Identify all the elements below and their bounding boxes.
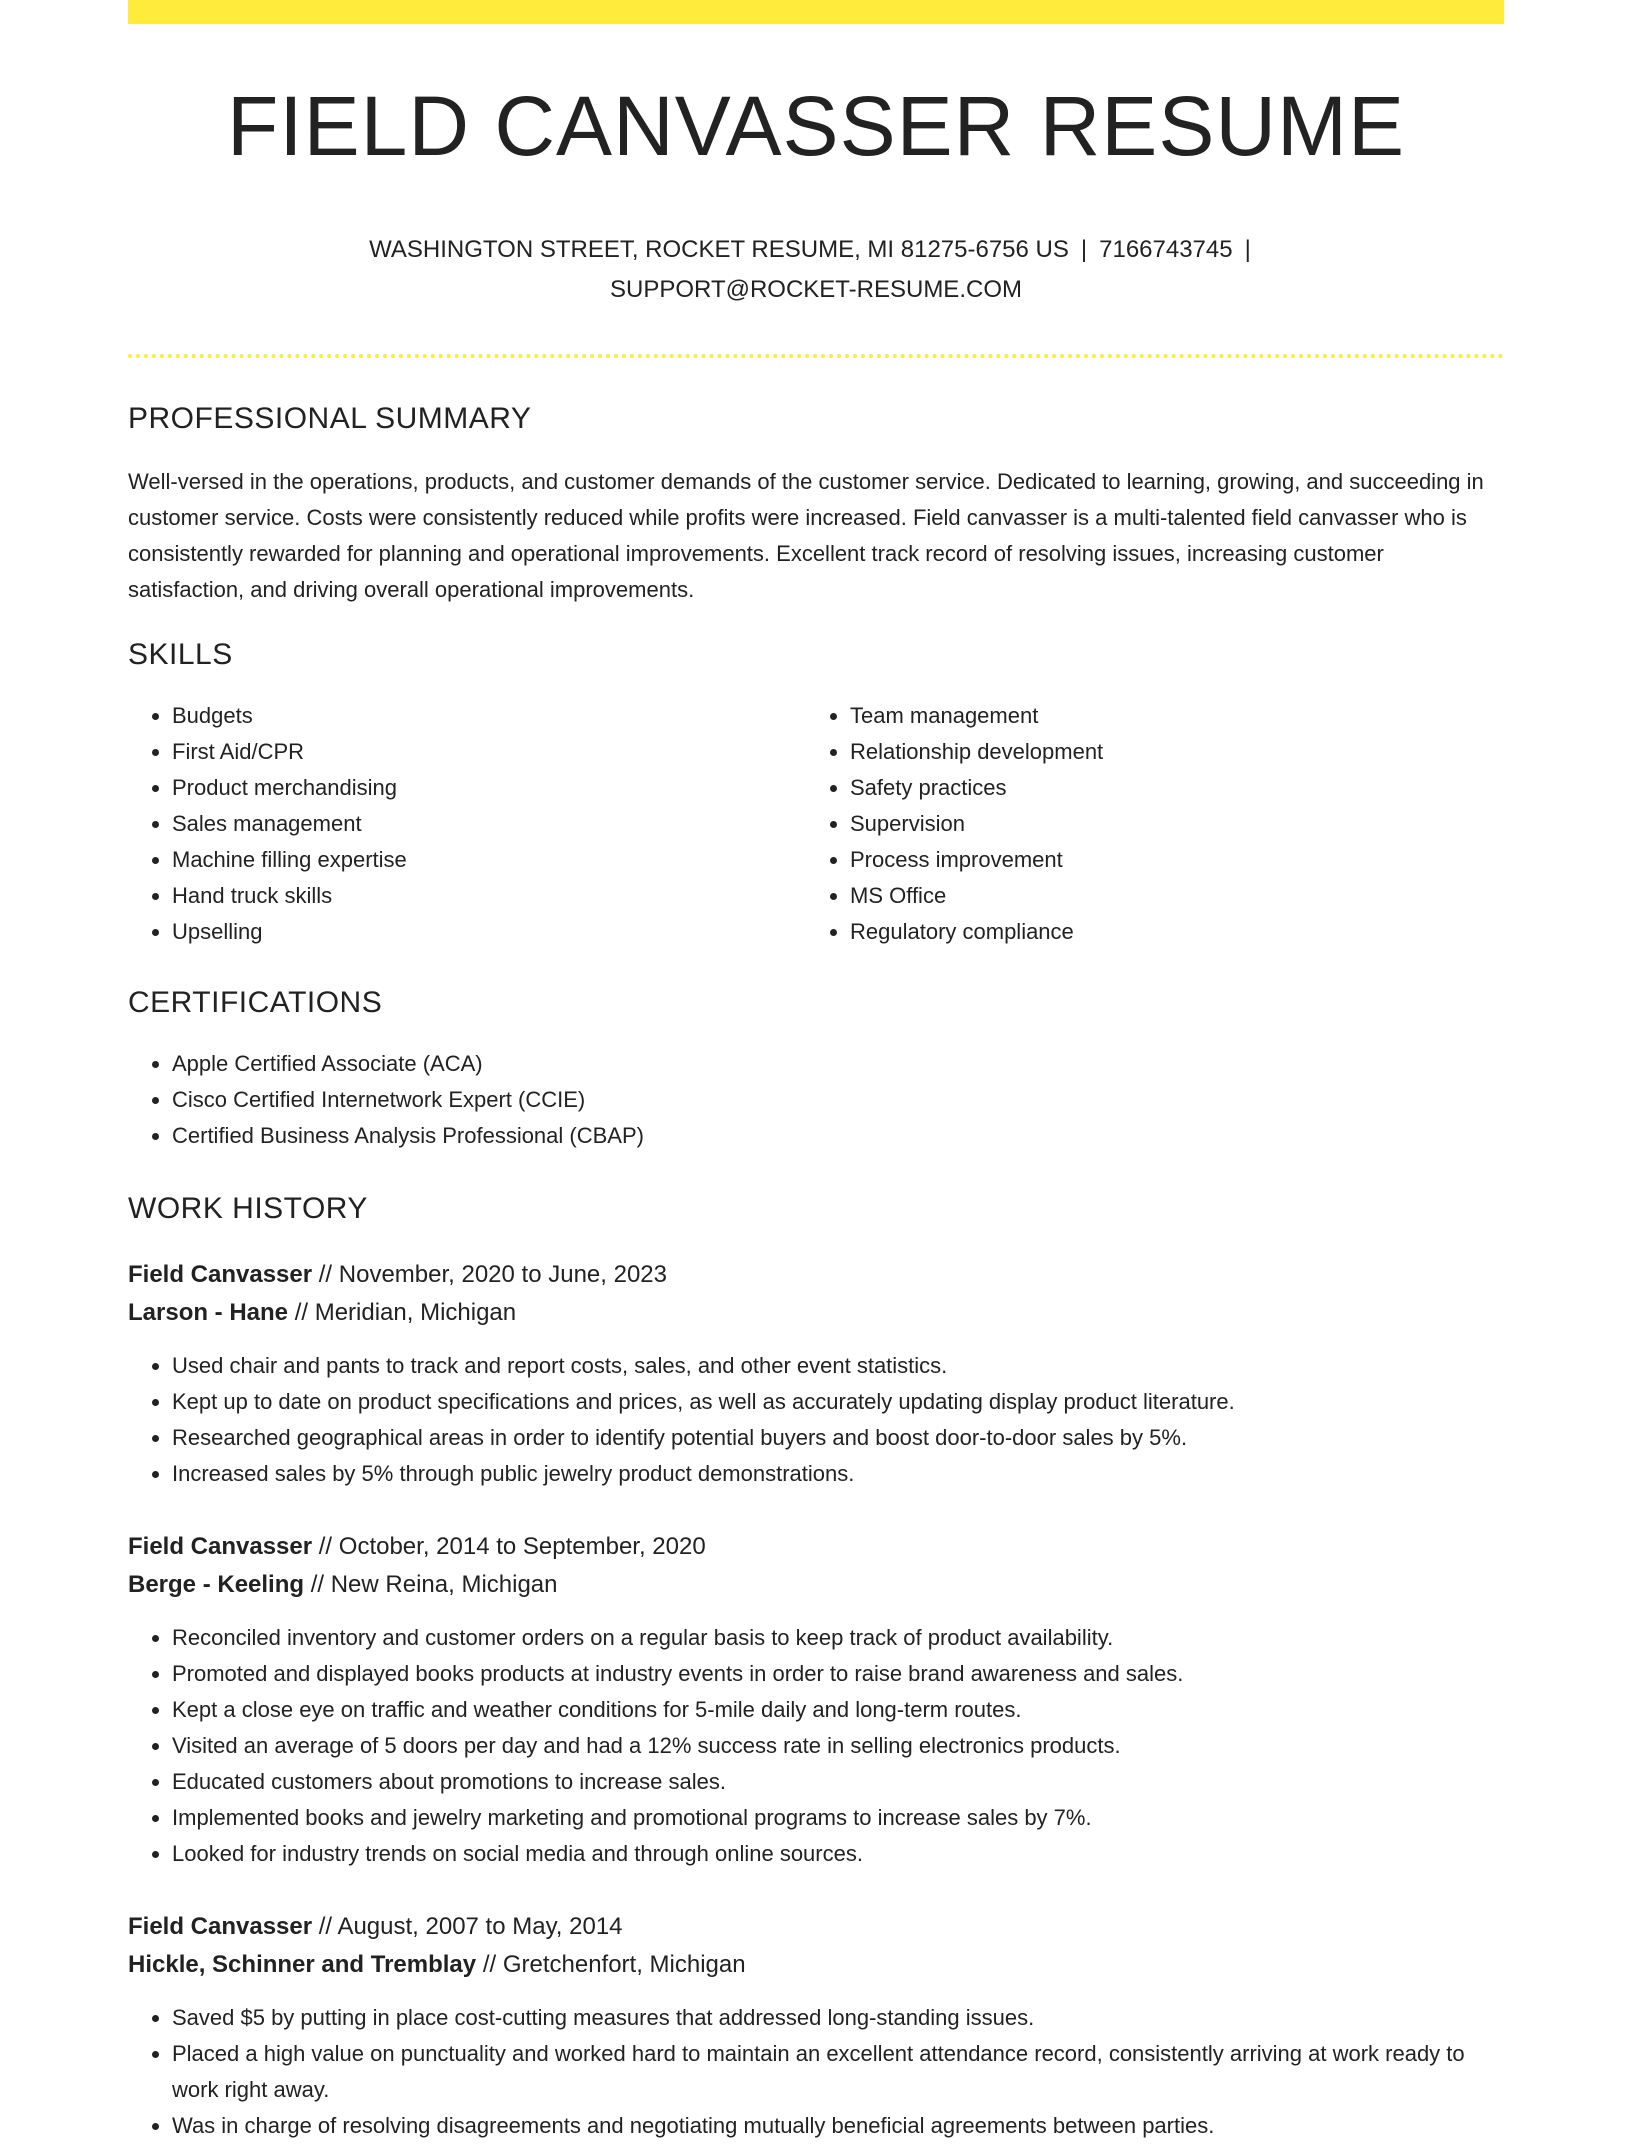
skills-list (128, 698, 1504, 950)
skill-item: • Safety practices (850, 770, 1484, 806)
skill-item: • Hand truck skills (172, 878, 806, 914)
job-bullet: • Promoted and displayed books products at industry events in order to raise brand awareness and sales. (172, 1656, 1504, 1692)
contact-email: SUPPORT@ROCKET-RESUME.COM (610, 276, 1022, 304)
skill-item: • Relationship development (850, 734, 1484, 770)
job-bullet: • Saved $5 by putting in place cost-cutting measures that addressed long-standing issues. (172, 2000, 1504, 2036)
skill-item: • Regulatory compliance (850, 914, 1484, 950)
job-entry (128, 1908, 1504, 2144)
skill-item: • Team management (850, 698, 1484, 734)
job-dates: // October, 2014 to September, 2020 (318, 1533, 706, 1561)
certification-item: • Cisco Certified Internetwork Expert (CCIE) (172, 1082, 1504, 1118)
job-bullets (128, 1348, 1504, 1492)
job-bullet: • Reconciled inventory and customer orders on a regular basis to keep track of product availability. (172, 1620, 1504, 1656)
job-bullet: • Placed a high value on punctuality and worked hard to maintain an excellent attendance record, consistently arriving at work ready to work right away. (172, 2036, 1504, 2108)
job-company-line (128, 1946, 1504, 1984)
job-title-line (128, 1908, 1504, 1946)
job-bullet: • Kept a close eye on traffic and weather conditions for 5-mile daily and long-term routes. (172, 1692, 1504, 1728)
skill-item: • Budgets (172, 698, 806, 734)
contact-phone: 7166743745 (1099, 236, 1233, 264)
resume-page (128, 0, 1504, 2144)
job-bullet: • Increased sales by 5% through public jewelry product demonstrations. (172, 1456, 1504, 1492)
skill-item: • First Aid/CPR (172, 734, 806, 770)
job-bullet: • Was in charge of resolving disagreements and negotiating mutually beneficial agreements between parties. (172, 2108, 1504, 2144)
job-entry (128, 1528, 1504, 1872)
certification-item: • Certified Business Analysis Professional (CBAP) (172, 1118, 1504, 1154)
job-location: // New Reina, Michigan (310, 1571, 558, 1599)
summary-heading: PROFESSIONAL SUMMARY (128, 402, 532, 436)
skill-item: • Machine filling expertise (172, 842, 806, 878)
job-title-line (128, 1256, 1504, 1294)
summary-text: Well-versed in the operations, products, and customer demands of the customer service. Dedicated to learning, growing, and succeeding in customer service. Costs were consistently reduced while profits were increased. Field canvasser is a multi-talented field canvasser who is consistently rewarded for planning and operational improvements. Excellent track record of resolving issues, increasing customer satisfaction, and driving overall operational improvements. (128, 469, 1484, 603)
contact-info (128, 230, 1504, 310)
job-bullet: • Used chair and pants to track and report costs, sales, and other event statistics. (172, 1348, 1504, 1384)
job-entry (128, 1256, 1504, 1492)
skills-column-left (128, 698, 806, 950)
job-bullet: • Kept up to date on product specifications and prices, as well as accurately updating display product literature. (172, 1384, 1504, 1420)
job-company-line (128, 1566, 1504, 1604)
skills-column-right (806, 698, 1484, 950)
contact-separator: | (1244, 236, 1251, 264)
job-title-line (128, 1528, 1504, 1566)
job-dates: // November, 2020 to June, 2023 (318, 1261, 667, 1289)
job-title: Field Canvasser (128, 1533, 313, 1561)
job-bullet: • Researched geographical areas in order to identify potential buyers and boost door-to-door sales by 5%. (172, 1420, 1504, 1456)
job-company: Larson - Hane (128, 1299, 289, 1327)
work-history-heading: WORK HISTORY (128, 1192, 368, 1226)
skill-item: • Sales management (172, 806, 806, 842)
job-company: Berge - Keeling (128, 1571, 305, 1599)
skill-item: • Upselling (172, 914, 806, 950)
skill-item: • Supervision (850, 806, 1484, 842)
job-bullet: • Educated customers about promotions to increase sales. (172, 1764, 1504, 1800)
skills-heading: SKILLS (128, 638, 233, 672)
job-location: // Gretchenfort, Michigan (482, 1951, 746, 1979)
job-bullet: • Looked for industry trends on social media and through online sources. (172, 1836, 1504, 1872)
resume-title: FIELD CANVASSER RESUME (226, 79, 1406, 173)
job-company-line (128, 1294, 1504, 1332)
certifications-list (128, 1046, 1504, 1154)
job-title: Field Canvasser (128, 1913, 313, 1941)
contact-address: WASHINGTON STREET, ROCKET RESUME, MI 81275-6756 US (369, 236, 1069, 264)
skill-item: • MS Office (850, 878, 1484, 914)
job-bullets (128, 1620, 1504, 1872)
job-company: Hickle, Schinner and Tremblay (128, 1951, 477, 1979)
certifications-heading: CERTIFICATIONS (128, 986, 383, 1020)
job-bullets (128, 2000, 1504, 2144)
job-title: Field Canvasser (128, 1261, 313, 1289)
job-dates: // August, 2007 to May, 2014 (318, 1913, 623, 1941)
job-bullet: • Visited an average of 5 doors per day and had a 12% success rate in selling electronics products. (172, 1728, 1504, 1764)
job-bullet: • Implemented books and jewelry marketing and promotional programs to increase sales by 7%. (172, 1800, 1504, 1836)
dotted-divider (128, 354, 1504, 358)
contact-separator: | (1080, 236, 1088, 264)
top-accent-bar (128, 0, 1504, 24)
certification-item: • Apple Certified Associate (ACA) (172, 1046, 1504, 1082)
skill-item: • Product merchandising (172, 770, 806, 806)
skill-item: • Process improvement (850, 842, 1484, 878)
job-location: // Meridian, Michigan (294, 1299, 517, 1327)
